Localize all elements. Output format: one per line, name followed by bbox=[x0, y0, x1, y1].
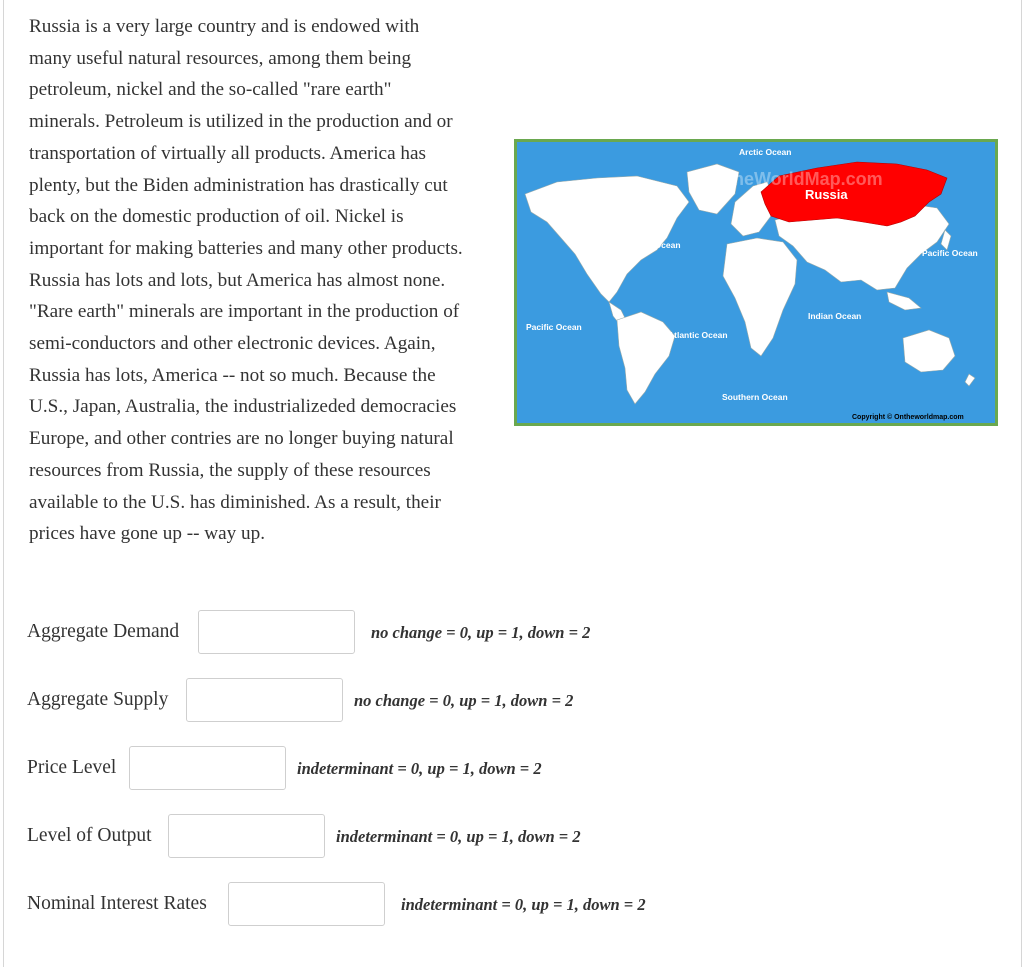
map-label-russia: Russia bbox=[805, 187, 848, 202]
level-of-output-hint: indeterminant = 0, up = 1, down = 2 bbox=[336, 827, 581, 846]
passage-line: resources from Russia, the supply of these resources bbox=[29, 459, 431, 481]
passage-line: U.S., Japan, Australia, the industrializeded democracies bbox=[29, 396, 457, 418]
nominal-interest-rates-hint: indeterminant = 0, up = 1, down = 2 bbox=[401, 895, 646, 914]
level-of-output-input[interactable] bbox=[168, 814, 325, 858]
aggregate-supply-label: Aggregate Supply bbox=[27, 689, 169, 710]
map-label-southern: Southern Ocean bbox=[722, 392, 788, 402]
aggregate-demand-hint: no change = 0, up = 1, down = 2 bbox=[371, 623, 591, 642]
world-map-image bbox=[517, 142, 995, 423]
passage-line: plenty, but the Biden administration has drastically cut bbox=[29, 174, 448, 196]
passage-line: "Rare earth" minerals are important in the production of bbox=[29, 301, 460, 323]
map-label-atlantic-south: Atlantic Ocean bbox=[668, 330, 728, 340]
passage-line: transportation of virtually all products. America has bbox=[29, 142, 426, 164]
passage-line: important for making batteries and many other products. bbox=[29, 237, 463, 259]
map-watermark: OnTheWorldMap.com bbox=[697, 169, 883, 189]
aggregate-supply-hint: no change = 0, up = 1, down = 2 bbox=[354, 691, 574, 710]
passage-line: Russia has lots, America -- not so much. Because the bbox=[29, 364, 436, 386]
passage-line: semi-conductors and other electronic devices. Again, bbox=[29, 333, 436, 355]
passage-line: available to the U.S. has diminished. As a result, their bbox=[29, 491, 441, 513]
map-copyright: Copyright © Ontheworldmap.com bbox=[852, 414, 964, 421]
question-passage bbox=[29, 11, 514, 550]
aggregate-demand-input[interactable] bbox=[198, 610, 355, 654]
map-label-arctic: Arctic Ocean bbox=[739, 147, 792, 157]
map-label-pacific-east: Pacific Ocean bbox=[922, 248, 978, 258]
passage-line: Russia is a very large country and is endowed with bbox=[29, 16, 420, 37]
passage-line: back on the domestic production of oil. Nickel is bbox=[29, 206, 404, 228]
price-level-input[interactable] bbox=[129, 746, 286, 790]
passage-line: Russia has lots and lots, but America has almost none. bbox=[29, 269, 446, 291]
passage-line: prices have gone up -- way up. bbox=[29, 523, 266, 545]
aggregate-demand-label: Aggregate Demand bbox=[27, 621, 180, 642]
nominal-interest-rates-input[interactable] bbox=[228, 882, 385, 926]
price-level-hint: indeterminant = 0, up = 1, down = 2 bbox=[297, 759, 542, 778]
passage-line: many useful natural resources, among them being bbox=[29, 47, 412, 69]
passage-line: Europe, and other contries are no longer buying natural bbox=[29, 428, 454, 450]
map-label-pacific-west: Pacific Ocean bbox=[526, 322, 582, 332]
level-of-output-label: Level of Output bbox=[27, 825, 152, 846]
map-label-atlantic-north: Atlantic Ocean bbox=[621, 240, 681, 250]
world-map bbox=[514, 139, 998, 426]
nominal-interest-rates-label: Nominal Interest Rates bbox=[27, 893, 207, 914]
map-label-indian: Indian Ocean bbox=[808, 311, 862, 321]
price-level-label: Price Level bbox=[27, 757, 117, 778]
passage-line: minerals. Petroleum is utilized in the production and or bbox=[29, 111, 453, 133]
aggregate-supply-input[interactable] bbox=[186, 678, 343, 722]
passage-line: petroleum, nickel and the so-called "rare earth" bbox=[29, 79, 392, 101]
